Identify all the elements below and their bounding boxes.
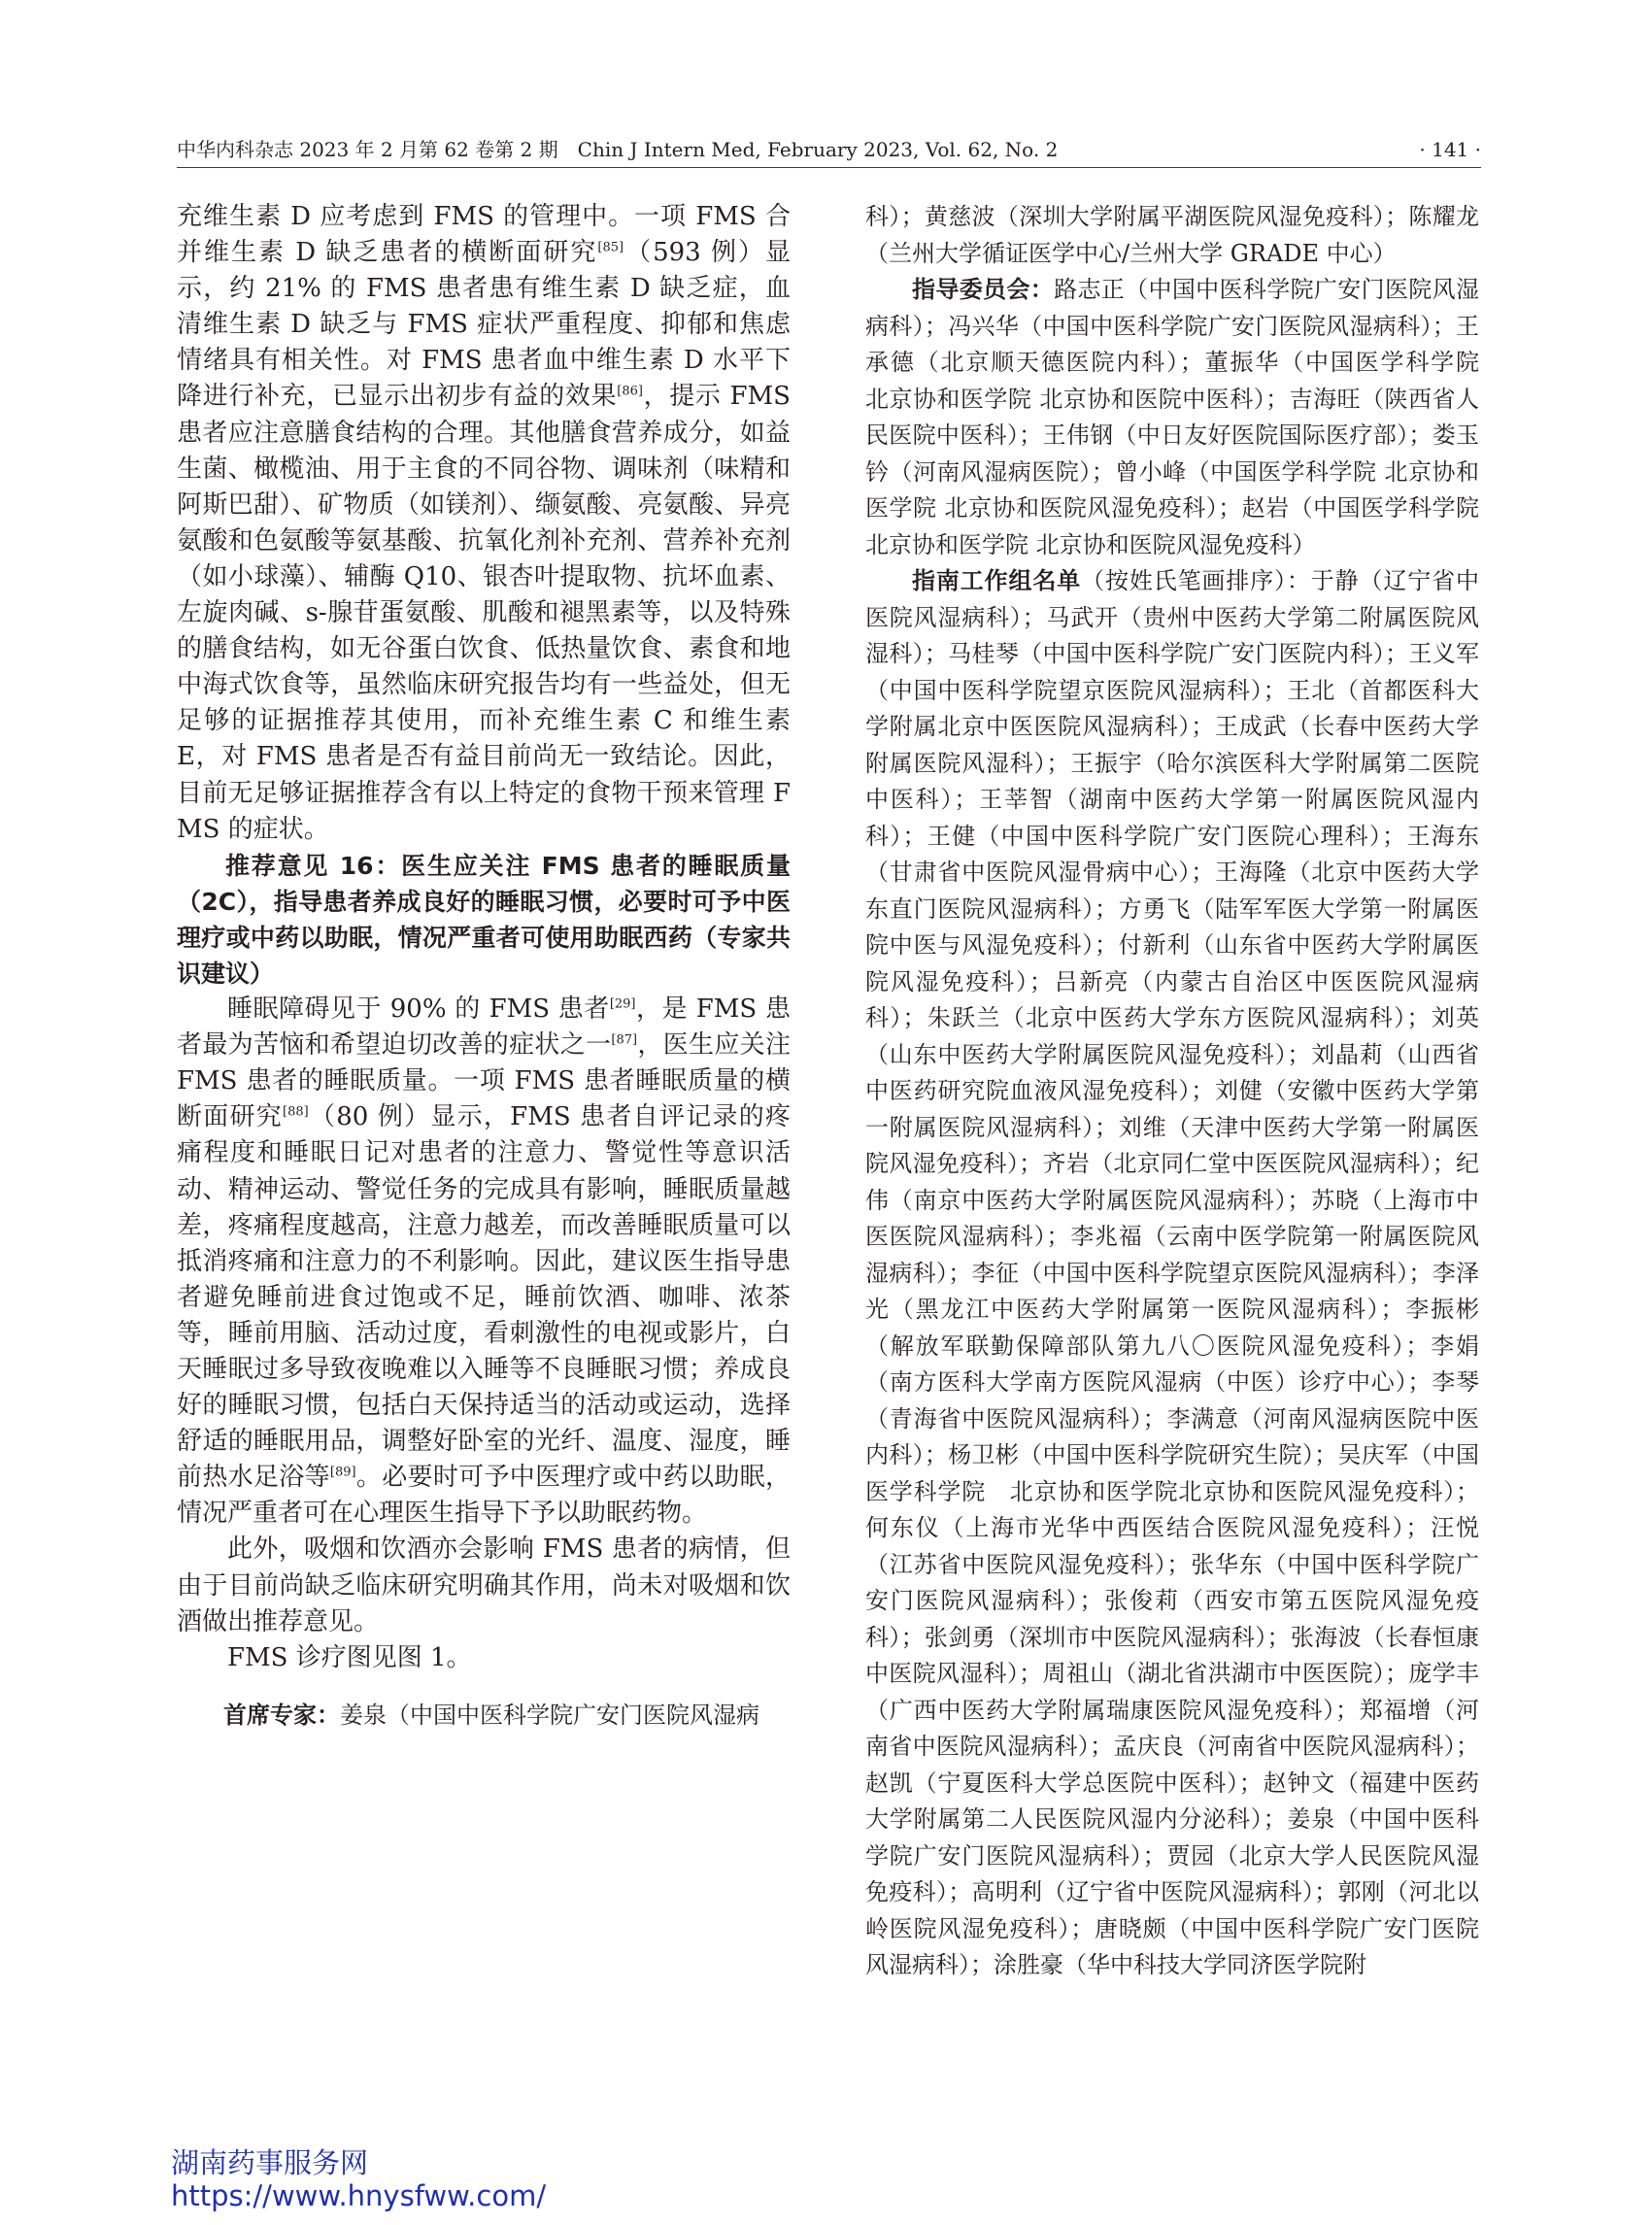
citation-ref: [89]	[329, 1465, 356, 1480]
working-group-label: 指南工作组名单	[912, 567, 1082, 594]
chief-expert: 首席专家：姜泉（中国中医科学院广安门医院风湿病	[223, 1701, 759, 1729]
citation-ref: [88]	[283, 1104, 309, 1120]
guidance-committee-label: 指导委员会：	[912, 276, 1055, 303]
page-number: · 141 ·	[1419, 138, 1481, 161]
chief-expert-label: 首席专家：	[223, 1701, 340, 1729]
citation-ref: [86]	[617, 384, 643, 399]
watermark	[171, 2146, 546, 2212]
guidance-committee: 指导委员会：路志正（中国中医科学院广安门医院风湿病科）；冯兴华（中国中医科学院广安门医院风湿病科）；王承德（北京顺天德医院内科）；董振华（中国医学科学院 北京协和医学院 北京协和医院中医科）；吉海旺（陕西省人民医院中医科）；王伟钢（中日友好医院国际医疗部）；娄玉钤（河南风湿病医院）；曾小峰（中国医学科学院 北京协和医学院 北京协和医院风湿免疫科）；赵岩（中国医学科学院 北京协和医学院 北京协和医院风湿免疫科）	[865, 276, 1502, 558]
watermark-url[interactable]: https://www.hnysfww.com/	[171, 2179, 547, 2212]
journal-citation: 中华内科杂志 2023 年 2 月第 62 卷第 2 期 Chin J Intern Med, February 2023, Vol. 62, No. 2	[177, 138, 1059, 161]
body-paragraph: 睡眠障碍见于 90% 的 FMS 患者[29]，是 FMS 患者最为苦恼和希望迫切改善的症状之一[87]，医生应关注 FMS 患者的睡眠质量。一项 FMS 患者睡眠质量的横断面研究[88]（80 例）显示，FMS 患者自评记录的疼痛程度和睡眠日记对患者的注意力、警觉性等意识活动、精神运动、警觉任务的完成具有影响，睡眠质量越差，疼痛程度越高，注意力越差，而改善睡眠质量可以抵消疼痛和注意力的不利影响。因此，建议医生指导患者避免睡前进食过饱或不足，睡前饮酒、咖啡、浓茶等，睡前用脑、活动过度，看刺激性的电视或影片，白天睡眠过多导致夜晚难以入睡等不良睡眠习惯；养成良好的睡眠习惯，包括白天保持适当的活动或运动，选择舒适的睡眠用品，调整好卧室的光纤、温度、湿度，睡前热水足浴等[89]。必要时可予中医理疗或中药以助眠，情况严重者可在心理医生指导下予以助眠药物。	[177, 995, 791, 1529]
citation-ref: [29]	[609, 996, 636, 1012]
figure-reference: FMS 诊疗图见图 1。	[227, 1642, 472, 1672]
body-paragraph: 充维生素 D 应考虑到 FMS 的管理中。一项 FMS 合并维生素 D 缺乏患者的横断面研究[85]（593 例）显示，约 21% 的 FMS 患者患有维生素 D 缺乏症，血清维生素 D 缺乏与 FMS 症状严重程度、抑郁和焦虑情绪具有相关性。对 FMS 患者血中维生素 D 水平下降进行补充，已显示出初步有益的效果[86]，提示 FMS 患者应注意膳食结构的合理。其他膳食营养成分，如益生菌、橄榄油、用于主食的不同谷物、调味剂（味精和阿斯巴甜）、矿物质（如镁剂）、缬氨酸、亮氨酸、异亮氨酸和色氨酸等氨基酸、抗氧化剂补充剂、营养补充剂（如小球藻）、辅酶 Q10、银杏叶提取物、抗坏血素、左旋肉碱、s-腺苷蛋氨酸、肌酸和褪黑素等，以及特殊的膳食结构，如无谷蛋白饮食、低热量饮食、素食和地中海式饮食等，虽然临床研究报告均有一些益处，但无足够的证据推荐其使用，而补充维生素 C 和维生素 E，对 FMS 患者是否有益目前尚无一致结论。因此，目前无足够证据推荐含有以上特定的食物干预来管理 FMS 的症状。	[177, 202, 791, 844]
watermark-site-name: 湖南药事服务网	[171, 2146, 369, 2179]
citation-ref: [85]	[597, 240, 624, 255]
body-paragraph: 此外，吸烟和饮酒亦会影响 FMS 患者的病情，但由于目前尚缺乏临床研究明确其作用，尚未对吸烟和饮酒做出推荐意见。	[177, 1534, 791, 1636]
running-header	[177, 132, 1481, 168]
left-column	[177, 199, 791, 1734]
citation-ref: [87]	[611, 1032, 638, 1048]
recommendation-16: 推荐意见 16：医生应关注 FMS 患者的睡眠质量（2C），指导患者养成良好的睡眠习惯，必要时可予中医理疗或中药以助眠，情况严重者可使用助眠西药（专家共识建议）	[177, 851, 791, 988]
working-group: 指南工作组名单（按姓氏笔画排序）：于静（辽宁省中医院风湿病科）；马武开（贵州中医药大学第二附属医院风湿科）；马桂琴（中国中医科学院广安门医院内科）；王义军（中国中医科学院望京医院风湿病科）；王北（首都医科大学附属北京中医医院风湿病科）；王成武（长春中医药大学附属医院风湿科）；王振宇（哈尔滨医科大学附属第二医院中医科）；王莘智（湖南中医药大学第一附属医院风湿内科）；王健（中国中医科学院广安门医院心理科）；王海东（甘肃省中医院风湿骨病中心）；王海隆（北京中医药大学东直门医院风湿病科）；方勇飞（陆军军医大学第一附属医院中医与风湿免疫科）；付新利（山东省中医药大学附属医院风湿免疫科）；吕新亮（内蒙古自治区中医医院风湿病科）；朱跃兰（北京中医药大学东方医院风湿病科）；刘英（山东中医药大学附属医院风湿免疫科）；刘晶莉（山西省中医药研究院血液风湿免疫科）；刘健（安徽中医药大学第一附属医院风湿病科）；刘维（天津中医药大学第一附属医院风湿免疫科）；齐岩（北京同仁堂中医医院风湿病科）；纪伟（南京中医药大学附属医院风湿病科）；苏晓（上海市中医医院风湿病科）；李兆福（云南中医学院第一附属医院风湿病科）；李征（中国中医科学院望京医院风湿病科）；李泽光（黑龙江中医药大学附属第一医院风湿病科）；李振彬（解放军联勤保障部队第九八〇医院风湿免疫科）；李娟（南方医科大学南方医院风湿病（中医）诊疗中心）；李琴（青海省中医院风湿病科）；李满意（河南风湿病医院中医内科）；杨卫彬（中国中医科学院研究生院）；吴庆军（中国医学科学院 北京协和医学院北京协和医院风湿免疫科）；何东仪（上海市光华中西医结合医院风湿免疫科）；汪悦（江苏省中医院风湿免疫科）；张华东（中国中医科学院广安门医院风湿病科）；张俊莉（西安市第五医院风湿免疫科）；张剑勇（深圳市中医院风湿病科）；张海波（长春恒康中医院风湿科）；周祖山（湖北省洪湖市中医医院）；庞学丰（广西中医药大学附属瑞康医院风湿免疫科）；郑福增（河南省中医院风湿病科）；孟庆良（河南省中医院风湿病科）；赵凯（宁夏医科大学总医院中医科）；赵钟文（福建中医药大学附属第二人民医院风湿内分泌科）；姜泉（中国中医科学院广安门医院风湿病科）；贾园（北京大学人民医院风湿免疫科）；高明利（辽宁省中医院风湿病科）；郭刚（河北以岭医院风湿免疫科）；唐晓颇（中国中医科学院广安门医院风湿病科）；涂胜豪（华中科技大学同济医学院附	[865, 567, 1480, 1978]
author-continuation: 科）；黄慈波（深圳大学附属平湖医院风湿免疫科）；陈耀龙（兰州大学循证医学中心/兰州大学 GRADE 中心）	[865, 203, 1479, 267]
right-column	[865, 199, 1502, 1984]
